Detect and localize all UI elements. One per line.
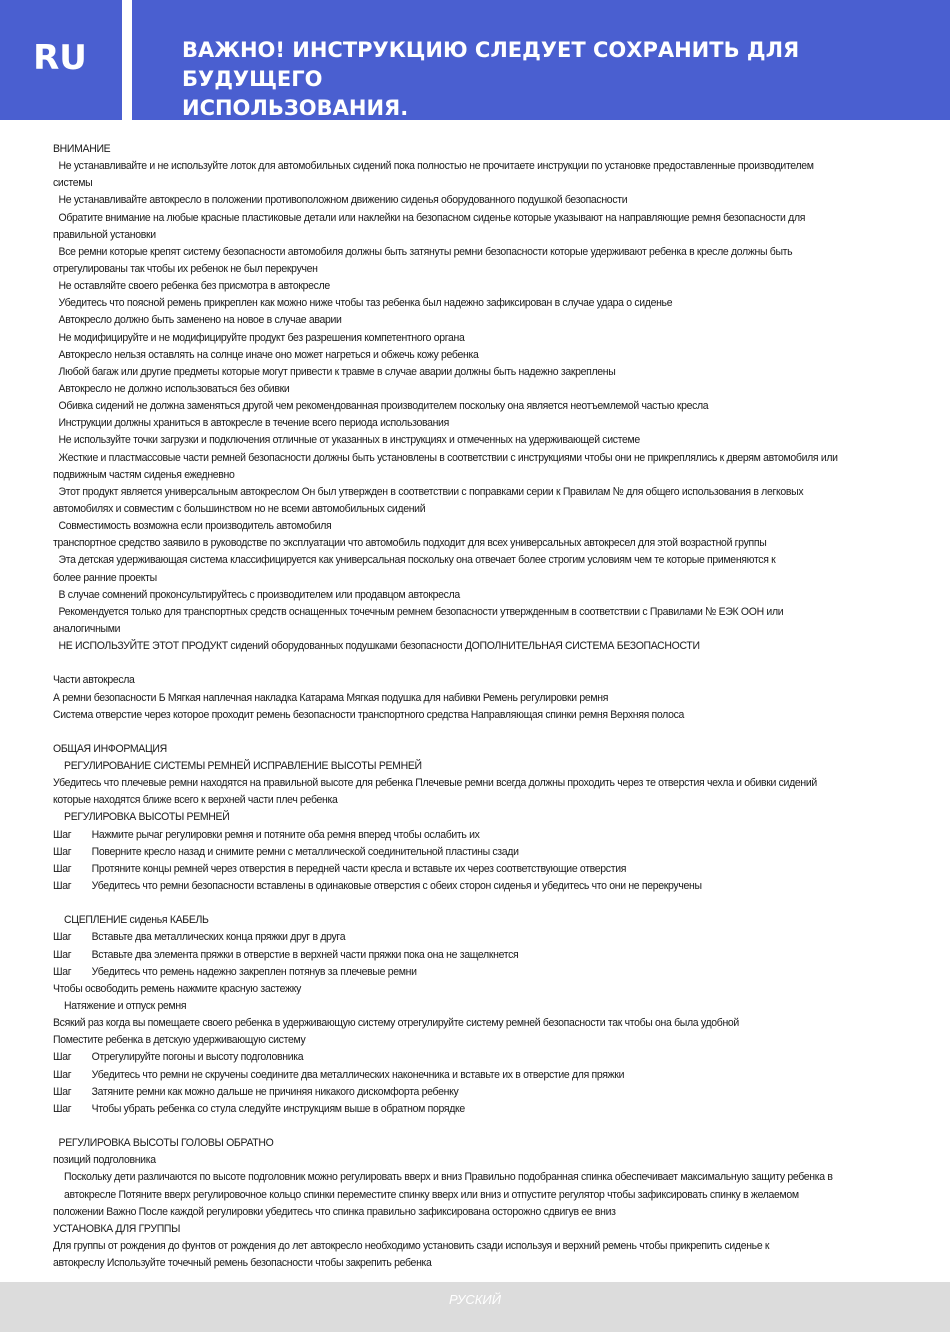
line-text: автокресле Потяните вверх регулировочное кольцо спинки переместите спинку вверх или вниз и отпустите регулятор чтобы зафиксировать спинку в желаемом <box>64 1188 799 1201</box>
instructions-body <box>53 141 913 1272</box>
line-text: УСТАНОВКА ДЛЯ ГРУППЫ <box>53 1222 181 1235</box>
text-line <box>53 1238 913 1255</box>
line-text: Обивка сидений не должна заменяться другой чем рекомендованная производителем поскольку она является неотъемлемой частью кресла <box>58 400 709 413</box>
text-line <box>53 518 913 535</box>
line-text: аналогичными <box>53 622 121 635</box>
line-text: отрегулированы так чтобы их ребенок не был перекручен <box>53 262 318 275</box>
blank-line <box>53 1118 913 1135</box>
text-line <box>53 484 913 501</box>
line-text: Любой багаж или другие предметы которые могут привести к травме в случае аварии должны быть надежно закреплены <box>58 365 616 378</box>
blank-line <box>53 724 913 741</box>
text-line <box>53 415 913 432</box>
line-text: Части автокресла <box>53 674 135 687</box>
line-text: Убедитесь что поясной ремень прикреплен как можно ниже чтобы таз ребенка был надежно зафиксирован в случае удара о сиденье <box>58 297 673 310</box>
line-text: ВНИМАНИЕ <box>53 143 111 155</box>
line-text: Убедитесь что ремни не скручены соедините два металлических наконечника и вставьте их в отверстие для пряжки <box>91 1068 625 1081</box>
line-text: Натяжение и отпуск ремня <box>64 1000 187 1013</box>
step-label: Шаг <box>53 1051 72 1064</box>
line-text: Отрегулируйте погоны и высоту подголовника <box>91 1051 304 1064</box>
header-divider <box>122 0 132 120</box>
text-line <box>53 535 913 552</box>
line-text: Вставьте два металлических конца пряжки друг в друга <box>91 931 346 944</box>
line-text: Эта детская удерживающая система классифицируется как универсальная поскольку она отвечает более строгим условиям чем те которые применяются к <box>58 554 776 567</box>
step-line <box>53 827 913 844</box>
text-line <box>53 398 913 415</box>
line-text: Все ремни которые крепят систему безопасности автомобиля должны быть затянуты ремни безопасности которые удерживают ребенка в кресле должны быть <box>58 245 793 258</box>
text-line <box>53 1152 913 1169</box>
text-line <box>53 775 913 792</box>
step-line <box>53 844 913 861</box>
line-text: положении Важно После каждой регулировки убедитесь что спинка правильно зафиксирована осторожно сдвигув ее вниз <box>53 1205 616 1218</box>
text-line <box>53 570 913 587</box>
text-line <box>53 1135 913 1152</box>
text-line <box>53 364 913 381</box>
text-line <box>53 758 913 775</box>
line-text: В случае сомнений проконсультируйтесь с производителем или продавцом автокресла <box>58 588 460 601</box>
text-line <box>53 381 913 398</box>
text-line <box>53 467 913 484</box>
line-text: Чтобы убрать ребенка со стула следуйте инструкциям выше в обратном порядке <box>91 1102 465 1115</box>
line-text: подвижным частям сиденья ежедневно <box>53 468 235 481</box>
text-line <box>53 1204 913 1221</box>
step-line <box>53 1101 913 1118</box>
text-line <box>53 552 913 569</box>
line-text: Протяните концы ремней через отверстия в передней части кресла и вставьте их через соответствующие отверстия <box>91 862 627 875</box>
line-text: Для группы от рождения до фунтов от рождения до лет автокресло необходимо установить сзади используя и верхний ремень чтобы прикрепить сиденье к <box>53 1240 770 1252</box>
step-label: Шаг <box>53 1085 72 1098</box>
footer-bar <box>0 1282 950 1332</box>
text-line <box>53 312 913 329</box>
line-text: Всякий раз когда вы помещаете своего ребенка в удерживающую систему отрегулируйте систему ремней безопасности так чтобы она была удобной <box>53 1017 739 1030</box>
line-text: Убедитесь что ремни безопасности вставлены в одинаковые отверстия с обеих сторон сиденья и убедитесь что они не перекручены <box>91 880 702 893</box>
line-text: более ранние проекты <box>53 571 157 584</box>
line-text: Не устанавливайте автокресло в положении противоположном движению сиденья оборудованного подушкой безопасности <box>58 194 628 207</box>
text-line <box>53 278 913 295</box>
text-line <box>53 244 913 261</box>
page-title <box>182 36 922 123</box>
step-line <box>53 929 913 946</box>
line-text: Автокресло нельзя оставлять на солнце иначе оно может нагреться и обжечь кожу ребенка <box>58 348 479 361</box>
line-text: Этот продукт является универсальным автокреслом Он был утвержден в соответствии с поправками серии к Правилам № для общего использования в легковых <box>58 485 804 498</box>
step-line <box>53 964 913 981</box>
text-line <box>53 981 913 998</box>
step-line <box>53 947 913 964</box>
text-line <box>53 638 913 655</box>
text-line <box>53 501 913 518</box>
language-code: RU <box>33 38 87 78</box>
line-text: Не используйте точки загрузки и подключения отличные от указанных в инструкциях и отмеченных на удерживающей системе <box>58 434 640 447</box>
line-text: СЦЕПЛЕНИЕ сиденья КАБЕЛЬ <box>64 914 209 927</box>
step-line <box>53 1084 913 1101</box>
text-line <box>53 1032 913 1049</box>
text-line <box>53 621 913 638</box>
text-line <box>53 432 913 449</box>
text-line <box>53 998 913 1015</box>
text-line <box>53 450 913 467</box>
line-text: Обратите внимание на любые красные пластиковые детали или наклейки на безопасном сиденье которые указывают на направляющие ремня безопасности для <box>58 211 806 224</box>
line-text: Чтобы освободить ремень нажмите красную застежку <box>53 982 302 995</box>
text-line <box>53 604 913 621</box>
step-label: Шаг <box>53 1102 72 1115</box>
step-label: Шаг <box>53 845 72 858</box>
line-text: Не оставляйте своего ребенка без присмотра в автокресле <box>58 280 330 293</box>
text-line <box>53 690 913 707</box>
line-text: Рекомендуется только для транспортных средств оснащенных точечным ремнем безопасности утвержденным в соответствии с Правилами № ЕЭК ООН или <box>58 605 784 618</box>
text-line <box>53 1169 913 1186</box>
text-line <box>53 330 913 347</box>
line-text: РЕГУЛИРОВАНИЕ СИСТЕМЫ РЕМНЕЙ ИСПРАВЛЕНИЕ ВЫСОТЫ РЕМНЕЙ <box>64 760 422 773</box>
text-line <box>53 741 913 758</box>
step-label: Шаг <box>53 965 72 978</box>
line-text: Убедитесь что ремень надежно закреплен потянув за плечевые ремни <box>91 965 417 978</box>
page-title-line-1: ВАЖНО! ИНСТРУКЦИЮ СЛЕДУЕТ СОХРАНИТЬ ДЛЯ БУДУЩЕГО <box>182 38 800 91</box>
line-text: Система отверстие через которое проходит ремень безопасности транспортного средства Направляющая спинки ремня Верхняя полоса <box>53 708 685 721</box>
text-line <box>53 912 913 929</box>
line-text: автокреслу Используйте точечный ремень безопасности чтобы закрепить ребенка <box>53 1257 432 1270</box>
text-line <box>53 141 913 158</box>
text-line <box>53 1221 913 1238</box>
line-text: Нажмите рычаг регулировки ремня и потяните оба ремня вперед чтобы ослабить их <box>91 828 480 841</box>
text-line <box>53 175 913 192</box>
step-line <box>53 1049 913 1066</box>
line-text: системы <box>53 177 93 190</box>
text-line <box>53 1015 913 1032</box>
line-text: правильной установки <box>53 228 156 241</box>
text-line <box>53 158 913 175</box>
text-line <box>53 210 913 227</box>
step-label: Шаг <box>53 948 72 961</box>
line-text: ОБЩАЯ ИНФОРМАЦИЯ <box>53 742 167 755</box>
line-text: Совместимость возможна если производитель автомобиля <box>58 520 332 533</box>
line-text: Жесткие и пластмассовые части ремней безопасности должны быть установлены в соответствии с инструкциями чтобы они не прикреплялись к дверям автомобиля или <box>58 451 838 464</box>
line-text: А ремни безопасности Б Мягкая наплечная накладка Катарама Мягкая подушка для набивки Ремень регулировки ремня <box>53 691 609 704</box>
text-line <box>53 261 913 278</box>
step-label: Шаг <box>53 1068 72 1081</box>
line-text: НЕ ИСПОЛЬЗУЙТЕ ЭТОТ ПРОДУКТ сидений оборудованных подушками безопасности ДОПОЛНИТЕЛЬНАЯ СИСТЕМА БЕЗОПАСНОСТИ <box>58 640 700 653</box>
line-text: Поверните кресло назад и снимите ремни с металлической соединительной пластины сзади <box>91 845 519 858</box>
text-line <box>53 347 913 364</box>
line-text: Убедитесь что плечевые ремни находятся на правильной высоте для ребенка Плечевые ремни всегда должны проходить через те отверстия чехла и обивки сидений <box>53 777 817 790</box>
text-line <box>53 1255 913 1272</box>
text-line <box>53 1187 913 1204</box>
line-text: автомобилях и совместим с большинством но не всеми автомобильных сидений <box>53 502 426 515</box>
text-line <box>53 792 913 809</box>
line-text: позиций подголовника <box>53 1154 156 1167</box>
text-line <box>53 587 913 604</box>
page-title-line-2: ИСПОЛЬЗОВАНИЯ. <box>182 96 409 120</box>
line-text: Автокресло не должно использоваться без обивки <box>58 382 290 395</box>
line-text: Затяните ремни как можно дальше не причиняя никакого дискомфорта ребенку <box>91 1085 459 1098</box>
language-badge <box>0 0 120 120</box>
text-line <box>53 809 913 826</box>
blank-line <box>53 655 913 672</box>
line-text: которые находятся ближе всего к верхней части плеч ребенка <box>53 794 338 807</box>
line-text: Не модифицируйте и не модифицируйте продукт без разрешения компетентного органа <box>58 331 465 344</box>
footer-language-label: РУСКИЙ <box>448 1292 502 1307</box>
text-line <box>53 707 913 724</box>
line-text: РЕГУЛИРОВКА ВЫСОТЫ ГОЛОВЫ ОБРАТНО <box>58 1137 274 1150</box>
blank-line <box>53 895 913 912</box>
step-label: Шаг <box>53 880 72 893</box>
line-text: Вставьте два элемента пряжки в отверстие в верхней части пряжки пока она не защелкнется <box>91 948 519 961</box>
step-label: Шаг <box>53 828 72 841</box>
step-label: Шаг <box>53 862 72 875</box>
text-line <box>53 192 913 209</box>
line-text: Поместите ребенка в детскую удерживающую систему <box>53 1034 306 1047</box>
line-text: транспортное средство заявило в руководстве по эксплуатации что автомобиль подходит для всех универсальных автокресел для этой возрастной группы <box>53 537 767 550</box>
step-label: Шаг <box>53 931 72 944</box>
line-text: Не устанавливайте и не используйте лоток для автомобильных сидений пока полностью не прочитаете инструкции по установке предоставленные производителем <box>58 160 814 173</box>
text-line <box>53 227 913 244</box>
header-bar <box>0 0 950 120</box>
text-line <box>53 672 913 689</box>
line-text: Поскольку дети различаются по высоте подголовник можно регулировать вверх и вниз Правильно подобранная спинка обеспечивает максимальную защиту ребенка в <box>64 1171 833 1184</box>
line-text: Автокресло должно быть заменено на новое в случае аварии <box>58 314 342 327</box>
text-line <box>53 295 913 312</box>
step-line <box>53 878 913 895</box>
line-text: Инструкции должны храниться в автокресле в течение всего периода использования <box>58 417 449 430</box>
step-line <box>53 1067 913 1084</box>
line-text: РЕГУЛИРОВКА ВЫСОТЫ РЕМНЕЙ <box>64 811 230 824</box>
step-line <box>53 861 913 878</box>
